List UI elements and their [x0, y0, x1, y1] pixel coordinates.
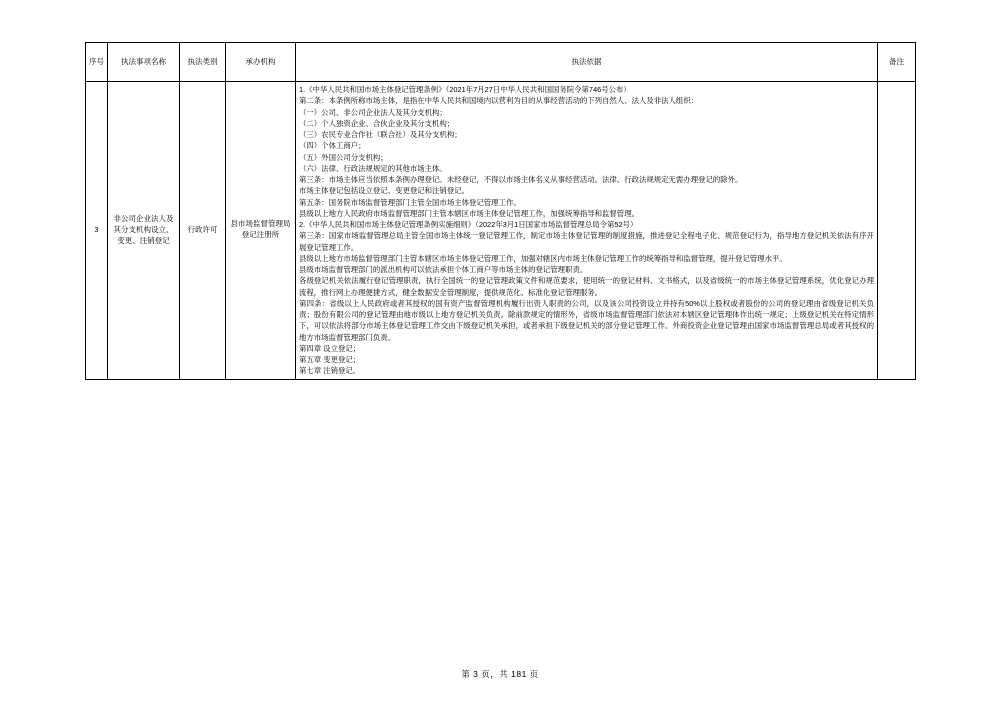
basis-line: （五）外国公司分支机构；	[299, 152, 388, 162]
basis-line: 市场主体登记包括设立登记、变更登记和注销登记。	[299, 186, 469, 196]
cell-remark	[878, 82, 916, 380]
basis-line: （三）农民专业合作社（联合社）及其分支机构；	[299, 130, 462, 139]
basis-line: 2.《中华人民共和国市场主体登记管理条例实施细则》（2022年3月1日国家市场监督管理总局令第52号）	[299, 220, 638, 229]
table-header	[86, 43, 916, 82]
table-row	[86, 82, 916, 380]
basis-line: 第三条：国家市场监督管理总局主管全国市场主体统一登记管理工作，制定市场主体登记管理的制度措施，推进登记全程电子化、规范登记行为，指导地方登记机关依法有序开展登记管理工作。	[299, 231, 874, 252]
basis-line: 第七章 注销登记。	[299, 366, 361, 376]
enforcement-items-table	[85, 42, 916, 380]
basis-line: 第二条：本条例所称市场主体，是指在中华人民共和国境内以营利为目的从事经营活动的下列自然人、法人及非法人组织：	[299, 96, 699, 106]
basis-line: （四）个体工商户；	[299, 141, 366, 151]
cell-handling-org: 县市场监督管理局登记注册所	[226, 82, 296, 380]
basis-line: 第四条：省级以上人民政府或者其授权的国有资产监督管理机构履行出资人职责的公司，以及该公司投资设立并持有50%以上股权或者股份的公司的登记理由省级登记机关负责；股份有限公司的登记管理由地市级以上地方登记机关负责。除前款规定的情形外，省级市场监督管理部门依法对本辖区登记管理体作出统一规定；上级登记机关在特定情形下，可以依法将部分市场主体登记管理工作交由下级登记机关承担，或者承担下级登记机关的部分登记管理工作。外商投资企业登记管理由国家市场监督管理总局或者其授权的地方市场监督管理部门负责。	[299, 298, 874, 342]
basis-line: 第四章 设立登记；	[299, 343, 361, 353]
table-body	[86, 82, 916, 380]
basis-line: 第三条：市场主体应当依照本条例办理登记。未经登记，不得以市场主体名义从事经营活动。法律、行政法规规定无需办理登记的除外。	[299, 175, 743, 184]
basis-line: （二）个人独资企业、合伙企业及其分支机构；	[299, 118, 455, 128]
basis-line: 县级以上地方人民政府市场监督管理部门主管本辖区市场主体登记管理工作，加强统筹指导和监督管理。	[299, 208, 639, 218]
column-header-type: 执法类别	[180, 43, 226, 82]
column-header-remark: 备注	[878, 43, 916, 82]
cell-seq: 3	[86, 82, 108, 380]
page-footer: 第 3 页，共 181 页	[461, 669, 539, 679]
enforcement-items-table-wrapper	[85, 42, 915, 380]
table-header-row	[86, 43, 916, 82]
basis-line: 第五条：国务院市场监督管理部门主管全国市场主体登记管理工作。	[299, 197, 521, 207]
basis-line: 县级以上地方市场监督管理部门主管本辖区市场主体登记管理工作，加强对辖区内市场主体登记管理工作的统筹指导和监督管理，提升登记管理水平。	[299, 253, 787, 263]
cell-item-name: 非公司企业法人及其分支机构设立、变更、注销登记	[108, 82, 180, 380]
basis-line: 第五章 变更登记；	[299, 355, 361, 364]
basis-line: （一）公司、非公司企业法人及其分支机构；	[299, 107, 447, 117]
basis-line: （六）法律、行政法规规定的其他市场主体。	[299, 163, 447, 173]
cell-legal-basis	[296, 82, 878, 380]
basis-line: 1.《中华人民共和国市场主体登记管理条例》（2021年7月27日中华人民共和国国务院令第746号公布）	[299, 85, 631, 94]
basis-line: 县级市场监督管理部门的派出机构可以依法承担个体工商户等市场主体的登记管理职责。	[299, 265, 588, 274]
column-header-seq: 序号	[86, 43, 108, 82]
cell-item-type: 行政许可	[180, 82, 226, 380]
column-header-org: 承办机构	[226, 43, 296, 82]
column-header-basis: 执法依据	[296, 43, 878, 82]
basis-line: 各级登记机关依法履行登记管理职责，执行全国统一的登记管理政策文件和规范要求，使用统一的登记材料、文书格式，以及省级统一的市场主体登记管理系统，优化登记办理流程，推行网上办理便捷方式，健全数据安全管理制度，提供规范化、标准化登记管理服务。	[299, 276, 874, 297]
column-header-name: 执法事项名称	[108, 43, 180, 82]
